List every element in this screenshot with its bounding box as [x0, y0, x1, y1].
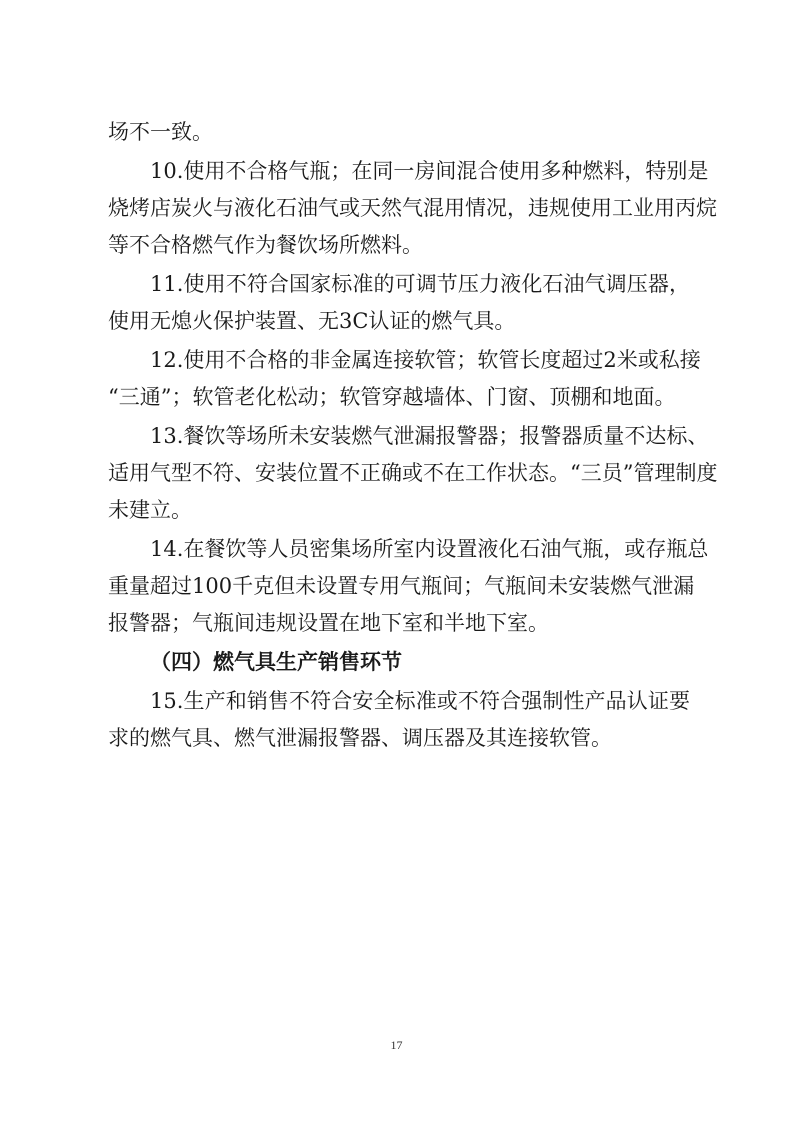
text-line: 报警器；气瓶间违规设置在地下室和半地下室。	[108, 611, 549, 635]
section-heading: （四）燃气具生产销售环节	[150, 650, 402, 674]
section-heading-block	[108, 644, 690, 681]
text-line: 等不合格燃气作为餐饮场所燃料。	[108, 233, 423, 257]
text-line: 12.使用不合格的非金属连接软管；软管长度超过2米或私接	[150, 348, 701, 372]
paragraph-item-11	[108, 266, 690, 340]
document-body	[108, 114, 718, 759]
text-line: 烧烤店炭火与液化石油气或天然气混用情况，违规使用工业用丙烷	[108, 196, 717, 220]
text-line: 10.使用不合格气瓶；在同一房间混合使用多种燃料，特别是	[150, 159, 709, 183]
text-line: 15.生产和销售不符合安全标准或不符合强制性产品认证要	[150, 689, 690, 713]
text-line: 重量超过100千克但未设置专用气瓶间；气瓶间未安装燃气泄漏	[108, 574, 695, 598]
text-line: 11.使用不符合国家标准的可调节压力液化石油气调压器，	[150, 272, 690, 296]
paragraph-item-10	[108, 153, 717, 264]
text-line: 适用气型不符、安装位置不正确或不在工作状态。“三员”管理制度	[108, 461, 718, 485]
text-line: 14.在餐饮等人员密集场所室内设置液化石油气瓶，或存瓶总	[150, 537, 709, 561]
text-line: 使用无熄火保护装置、无3C认证的燃气具。	[108, 309, 516, 333]
page-number: 17	[390, 1038, 403, 1052]
text-line: 未建立。	[108, 498, 192, 522]
paragraph-item-13	[108, 418, 718, 529]
text-line: 求的燃气具、燃气泄漏报警器、调压器及其连接软管。	[108, 726, 612, 750]
paragraph-item-14	[108, 531, 709, 642]
text-line: 13.餐饮等场所未安装燃气泄漏报警器；报警器质量不达标、	[150, 424, 709, 448]
text-line: “三通”；软管老化松动；软管穿越墙体、门窗、顶棚和地面。	[108, 385, 676, 409]
text-line: 场不一致。	[108, 120, 213, 144]
paragraph-continuation	[108, 114, 690, 151]
paragraph-item-15	[108, 683, 690, 757]
paragraph-item-12	[108, 342, 701, 416]
